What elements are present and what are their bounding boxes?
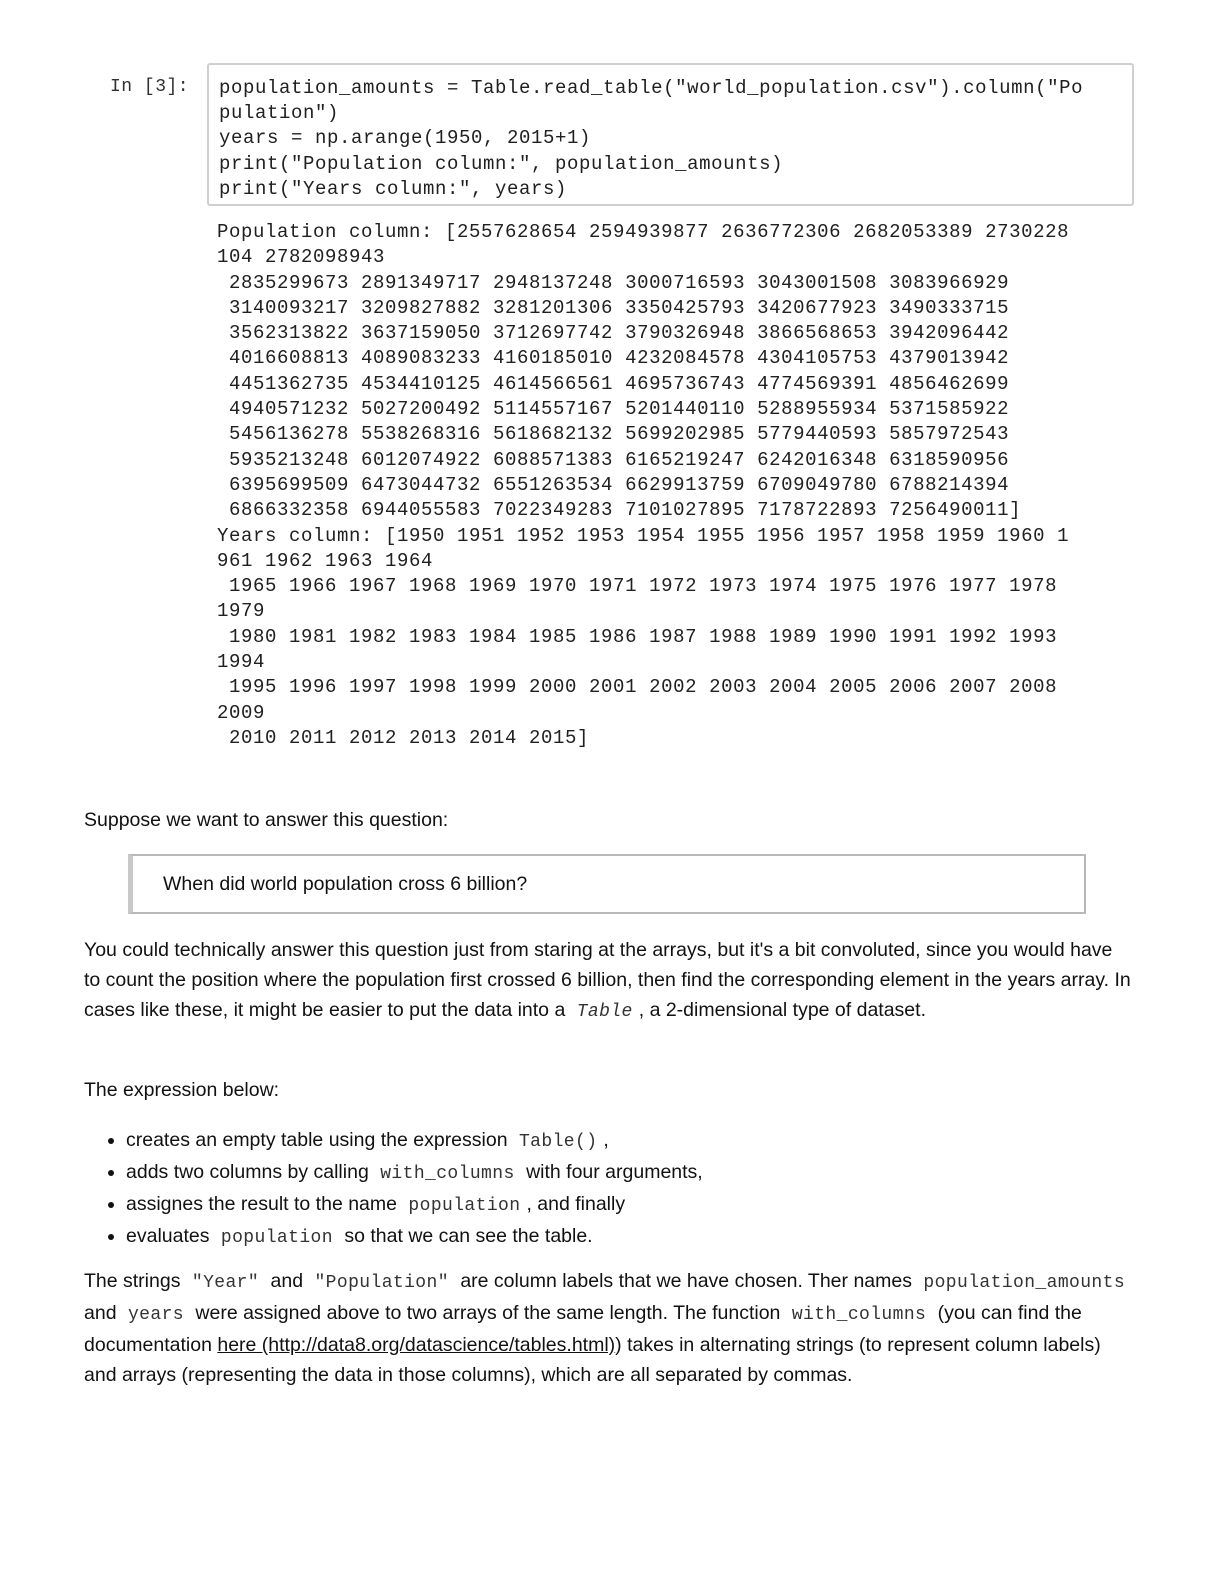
- output-line: 1994: [217, 651, 266, 674]
- inline-code: Table(): [518, 1132, 598, 1152]
- paragraph-text: are column labels that we have chosen. Ther names: [460, 1270, 912, 1292]
- code-input[interactable]: [207, 63, 1134, 206]
- output-line: 2835299673 2891349717 2948137248 3000716593 3043001508 3083966929: [217, 271, 1010, 294]
- code-line: print("Years column:", years): [219, 177, 568, 200]
- output-line: 4016608813 4089083233 4160185010 4232084578 4304105753 4379013942: [217, 347, 1010, 370]
- inline-code: "Year": [191, 1273, 260, 1293]
- inline-code: "Population": [314, 1273, 449, 1293]
- cell-output: [217, 220, 1137, 751]
- output-line: Years column: [1950 1951 1952 1953 1954 1955 1956 1957 1958 1959 1960 1: [217, 524, 1070, 547]
- paragraph-text: The strings: [84, 1270, 181, 1292]
- output-line: 1995 1996 1997 1998 1999 2000 2001 2002 2003 2004 2005 2006 2007 2008: [217, 676, 1058, 699]
- output-line: 2010 2011 2012 2013 2014 2015]: [217, 726, 590, 749]
- list-item-text: , and finally: [526, 1193, 626, 1215]
- output-line: 961 1962 1963 1964: [217, 549, 434, 572]
- list-item: [126, 1125, 1126, 1157]
- output-line: 3140093217 3209827882 3281201306 3350425793 3420677923 3490333715: [217, 296, 1010, 319]
- list-item-text: evaluates: [126, 1225, 210, 1247]
- output-line: 1979: [217, 600, 266, 623]
- paragraph-with-columns: [84, 1266, 1134, 1390]
- output-line: 104 2782098943: [217, 246, 386, 269]
- inline-code: with_columns: [380, 1164, 515, 1184]
- paragraph-text: (you can find the documentation: [84, 1302, 1082, 1356]
- inline-code-table: Table: [576, 1002, 633, 1022]
- inline-code: years: [127, 1305, 184, 1325]
- paragraph-text: You could technically answer this question just from staring at the arrays, but it's a bit convoluted, since you would have to count the position where the population first crossed 6 billion, then find the corresponding element in the years array. In cases like these, it might be easier to put the data into a: [84, 939, 1131, 1021]
- expression-steps-list: [84, 1125, 1126, 1253]
- inline-code: population_amounts: [923, 1273, 1126, 1293]
- list-item-text: with four arguments,: [526, 1161, 703, 1183]
- question-blockquote: [128, 854, 1086, 914]
- code-line: pulation"): [219, 102, 340, 125]
- paragraph-text: , a 2-dimensional type of dataset.: [638, 999, 926, 1021]
- question-text: When did world population cross 6 billion?: [163, 873, 528, 895]
- list-item: [126, 1221, 1126, 1253]
- list-item: [126, 1157, 1126, 1189]
- list-item: [126, 1189, 1126, 1221]
- output-line: 6866332358 6944055583 7022349283 7101027895 7178722893 7256490011]: [217, 499, 1022, 522]
- paragraph-text: were assigned above to two arrays of the same length. The function: [195, 1302, 781, 1324]
- paragraph-text: and: [270, 1270, 304, 1292]
- code-line: years = np.arange(1950, 2015+1): [219, 127, 592, 150]
- output-line: 5935213248 6012074922 6088571383 6165219247 6242016348 6318590956: [217, 448, 1010, 471]
- paragraph-text: ) takes in alternating strings (to represent column labels) and arrays (representing the data in those columns), which are all separated by commas.: [84, 1334, 1101, 1386]
- paragraph-text: and: [84, 1302, 117, 1324]
- code-line: print("Population column:", population_amounts): [219, 152, 784, 175]
- list-item-text: ,: [603, 1129, 609, 1151]
- output-line: 1965 1966 1967 1968 1969 1970 1971 1972 1973 1974 1975 1976 1977 1978: [217, 575, 1058, 598]
- inline-code: with_columns: [791, 1305, 927, 1325]
- output-line: 6395699509 6473044732 6551263534 6629913759 6709049780 6788214394: [217, 473, 1010, 496]
- output-line: 5456136278 5538268316 5618682132 5699202985 5779440593 5857972543: [217, 423, 1010, 446]
- code-line: population_amounts = Table.read_table("world_population.csv").column("Po: [219, 77, 1084, 99]
- list-item-text: creates an empty table using the expression: [126, 1129, 508, 1151]
- list-item-text: assignes the result to the name: [126, 1193, 397, 1215]
- paragraph-expression: The expression below:: [84, 1079, 280, 1101]
- inline-code: population: [220, 1228, 333, 1248]
- intro-text: Suppose we want to answer this question:: [84, 809, 449, 831]
- output-line: 2009: [217, 701, 266, 724]
- input-prompt: In [3]:: [110, 77, 190, 97]
- documentation-link[interactable]: here (http://data8.org/datascience/tables.html): [217, 1334, 616, 1356]
- list-item-text: adds two columns by calling: [126, 1161, 369, 1183]
- inline-code: population: [408, 1196, 521, 1216]
- output-line: 4940571232 5027200492 5114557167 5201440110 5288955934 5371585922: [217, 398, 1010, 421]
- output-line: 4451362735 4534410125 4614566561 4695736743 4774569391 4856462699: [217, 372, 1010, 395]
- list-item-text: so that we can see the table.: [344, 1225, 593, 1247]
- output-line: Population column: [2557628654 2594939877 2636772306 2682053389 2730228: [217, 221, 1070, 243]
- output-line: 3562313822 3637159050 3712697742 3790326948 3866568653 3942096442: [217, 322, 1010, 345]
- paragraph-arrays: [84, 935, 1134, 1027]
- output-line: 1980 1981 1982 1983 1984 1985 1986 1987 1988 1989 1990 1991 1992 1993: [217, 625, 1058, 648]
